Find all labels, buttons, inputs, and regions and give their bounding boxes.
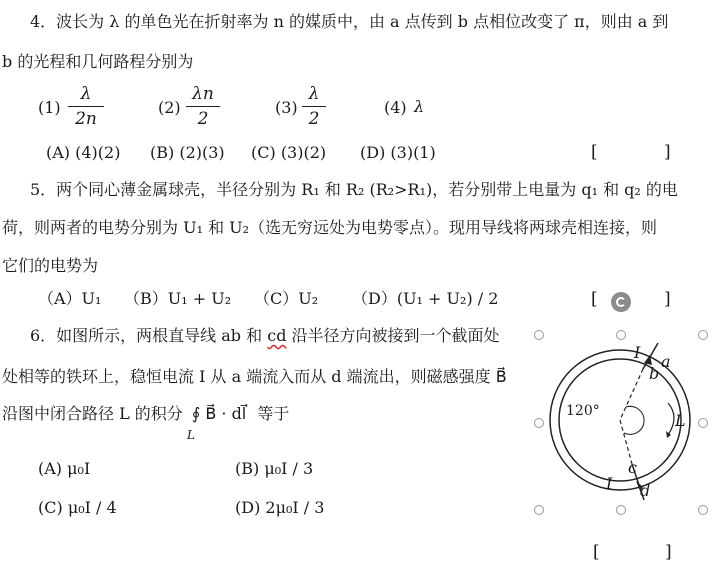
q4-option-2-fraction	[186, 84, 220, 129]
q4-option-4-label: (4)	[384, 98, 407, 117]
q4-option-2-num: λn	[192, 84, 214, 104]
q6-line3-post: 等于	[257, 404, 290, 423]
fig-label-b: b	[649, 364, 660, 383]
q6-line3	[2, 404, 289, 424]
q4-line1: 4．波长为 λ 的单色光在折射率为 n 的媒质中，由 a 点传到 b 点相位改变了 π，则由 a 到	[30, 12, 669, 31]
q6-line1	[30, 326, 500, 346]
q4-choice-c: (C) (3)(2)	[251, 143, 327, 162]
q4-option-3-den: 2	[308, 109, 320, 129]
q6-answer-bracket-close: ]	[665, 542, 672, 562]
fig-label-d: d	[640, 481, 651, 500]
q4-option-3-label: (3)	[275, 98, 298, 117]
fig-label-I-bottom: I	[606, 474, 613, 493]
rotate-handle-icon[interactable]	[611, 292, 631, 312]
wire-ab-dashed	[620, 369, 643, 420]
fig-label-L: L	[675, 411, 686, 430]
q6-choice-b: (B) μ₀I / 3	[235, 459, 314, 478]
resize-handle-bottom-middle[interactable]	[616, 505, 626, 515]
resize-handle-top-middle[interactable]	[616, 330, 626, 340]
q4-choice-b: (B) (2)(3)	[150, 143, 225, 162]
fraction-bar	[186, 106, 220, 107]
q4-option-2-label: (2)	[158, 98, 181, 117]
fraction-bar	[302, 106, 326, 107]
angle-arc	[624, 406, 644, 434]
q6-line1-post: 沿半径方向被接到一个截面处	[286, 326, 500, 345]
resize-handle-bottom-left[interactable]	[534, 505, 544, 515]
q4-answer-bracket-open: [	[591, 142, 598, 162]
q6-line3-pre: 沿图中闭合路径 L 的积分	[2, 404, 183, 423]
q4-option-3-fraction	[302, 84, 326, 129]
q6-choice-c: (C) μ₀I / 4	[38, 498, 117, 517]
q4-choice-d: (D) (3)(1)	[360, 143, 436, 162]
q6-line2: 处相等的铁环上，稳恒电流 I 从 a 端流入而从 d 端流出，则磁感强度 B⃗	[2, 367, 507, 386]
q6-choice-a: (A) μ₀I	[38, 459, 91, 478]
q4-option-1-label: (1)	[38, 98, 61, 117]
q5-line3: 它们的电势为	[2, 256, 99, 275]
q4-option-1-fraction	[68, 84, 104, 129]
resize-handle-middle-right[interactable]	[698, 418, 708, 428]
fig-label-c: c	[628, 458, 637, 477]
q5-choice-d: （D）(U₁ + U₂) / 2	[352, 289, 499, 308]
fig-label-I-top: I	[634, 343, 641, 362]
q5-choice-c: （C）U₂	[254, 289, 319, 308]
q4-choice-a: (A) (4)(2)	[46, 143, 121, 162]
q6-answer-bracket-open: [	[593, 542, 600, 562]
path-L	[668, 403, 674, 435]
resize-handle-middle-left[interactable]	[534, 418, 544, 428]
q4-answer-bracket-close: ]	[664, 142, 671, 162]
q4-option-1-num: λ	[80, 84, 92, 104]
q5-line2: 荷，则两者的电势分别为 U₁ 和 U₂（选无穷远处为电势零点）。现用导线将两球壳相连接，则	[2, 218, 658, 237]
q4-option-4-value: λ	[414, 97, 425, 116]
q6-line1-pre: 6．如图所示，两根直导线 ab 和	[30, 326, 268, 345]
resize-handle-bottom-right[interactable]	[698, 505, 708, 515]
fraction-bar	[68, 106, 104, 107]
q5-choice-a: （A）U₁	[38, 289, 102, 308]
fig-angle-label: 120°	[566, 403, 600, 419]
resize-handle-top-left[interactable]	[534, 330, 544, 340]
q4-option-2-den: 2	[197, 109, 209, 129]
q6-integral: ∮ B⃗ · dl⃗	[191, 404, 247, 423]
q5-choice-b: （B）U₁ + U₂	[124, 289, 232, 308]
q4-option-3-num: λ	[308, 84, 320, 104]
q5-answer-bracket-open: [	[591, 289, 598, 309]
q5-answer-bracket-close: ]	[664, 289, 671, 309]
resize-handle-top-right[interactable]	[698, 330, 708, 340]
fig-label-a: a	[661, 352, 671, 371]
q6-integral-subscript: L	[187, 428, 195, 442]
q6-choice-d: (D) 2μ₀I / 3	[235, 498, 325, 517]
q4-option-1-den: 2n	[75, 109, 97, 129]
q5-line1: 5．两个同心薄金属球壳，半径分别为 R₁ 和 R₂ (R₂>R₁)，若分别带上电量为 q₁ 和 q₂ 的电	[30, 180, 678, 199]
q4-line2: b 的光程和几何路程分别为	[2, 52, 194, 71]
q6-line1-cd: cd	[267, 326, 287, 345]
